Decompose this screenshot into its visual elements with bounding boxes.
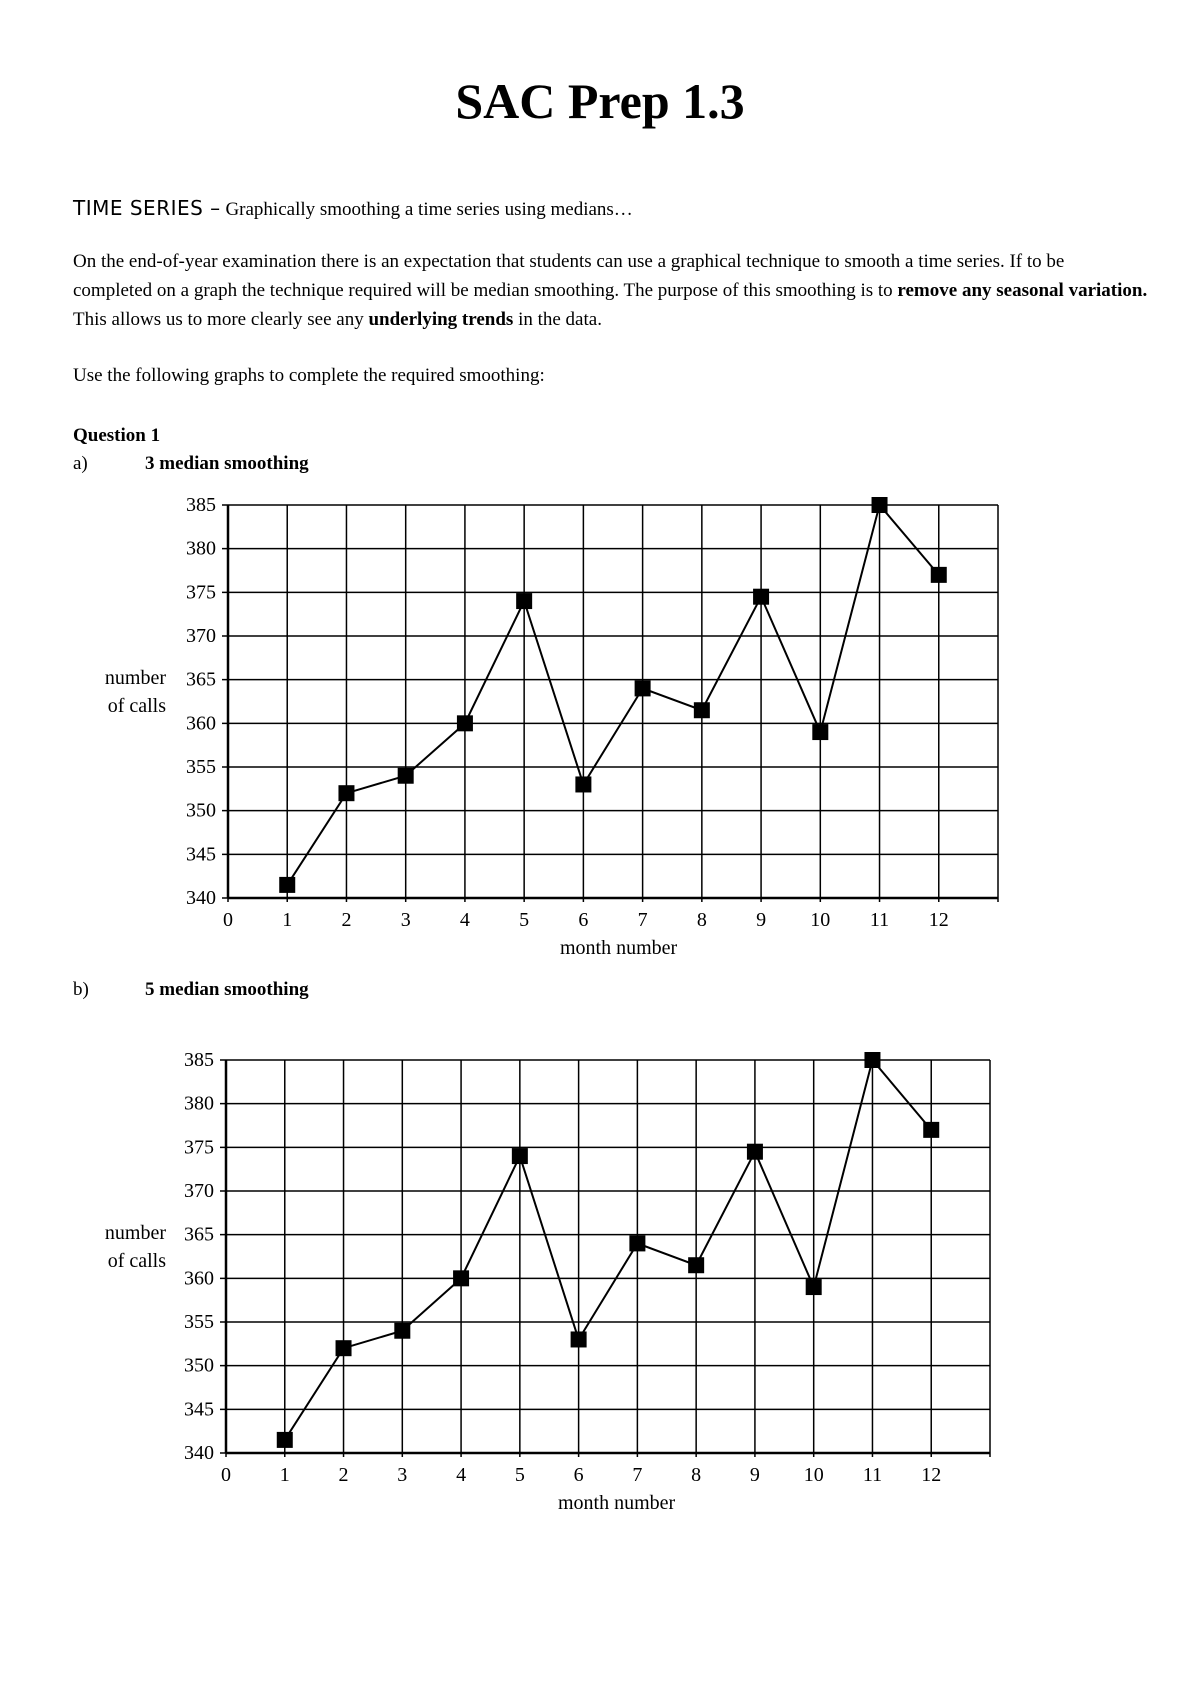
y-tick-label: 375 <box>184 1136 214 1159</box>
x-tick-label: 11 <box>862 1464 883 1486</box>
intro-bold-1: remove any seasonal variation. <box>897 280 1148 301</box>
data-point <box>279 877 295 893</box>
x-tick-label: 10 <box>810 909 831 931</box>
data-point <box>338 785 354 801</box>
chart-5-median <box>0 1035 1200 1515</box>
data-point <box>864 1052 880 1068</box>
data-point <box>571 1331 587 1347</box>
part-title: 3 median smoothing <box>145 453 309 474</box>
x-tick-label: 7 <box>637 909 648 931</box>
y-axis-label: of calls <box>107 694 166 717</box>
x-tick-label: 6 <box>578 909 589 931</box>
y-tick-label: 380 <box>184 1092 214 1115</box>
x-tick-label: 11 <box>869 909 890 931</box>
x-tick-label: 6 <box>573 1464 584 1486</box>
y-tick-label: 360 <box>186 712 216 735</box>
intro-text-1: On the end-of-year examination there is an expectation that students can use a graphical technique to smooth a time series. If to be completed on a graph the technique required will be median smoothing. The purpose of this smoothing is to <box>73 251 1065 301</box>
y-tick-label: 370 <box>184 1180 214 1202</box>
y-tick-label: 380 <box>186 537 216 560</box>
y-tick-label: 385 <box>184 1049 214 1071</box>
data-point <box>812 724 828 740</box>
y-tick-label: 355 <box>184 1311 214 1333</box>
data-point <box>394 1323 410 1339</box>
data-point <box>398 768 414 784</box>
x-tick-label: 5 <box>519 909 530 931</box>
part-b-heading <box>73 979 309 1001</box>
section-subheading <box>73 196 633 221</box>
y-axis-label: of calls <box>107 1249 166 1272</box>
y-tick-label: 350 <box>186 799 216 822</box>
data-point <box>747 1144 763 1160</box>
data-point <box>453 1270 469 1286</box>
x-tick-label: 7 <box>632 1464 643 1486</box>
x-tick-label: 3 <box>397 1464 408 1486</box>
series-line <box>285 1060 931 1440</box>
subheading-text: Graphically smoothing a time series using medians… <box>225 199 633 220</box>
y-axis-label: number <box>104 1222 166 1245</box>
y-tick-label: 340 <box>186 887 216 909</box>
data-point <box>753 589 769 605</box>
x-tick-label: 1 <box>282 909 293 931</box>
part-title: 5 median smoothing <box>145 979 309 1000</box>
x-tick-label: 4 <box>456 1464 467 1486</box>
data-point <box>575 776 591 792</box>
x-tick-label: 10 <box>803 1464 824 1486</box>
data-point <box>336 1340 352 1356</box>
x-tick-label: 2 <box>341 909 352 931</box>
series-line <box>287 505 939 885</box>
y-tick-label: 385 <box>186 494 216 516</box>
y-axis-label: number <box>104 667 166 690</box>
data-point <box>872 497 888 513</box>
y-tick-label: 350 <box>184 1354 214 1377</box>
data-point <box>516 593 532 609</box>
x-tick-label: 12 <box>928 909 949 931</box>
x-tick-label: 0 <box>221 1464 231 1486</box>
part-a-heading <box>73 453 309 475</box>
x-tick-label: 9 <box>749 1464 760 1486</box>
question-heading: Question 1 <box>73 425 161 446</box>
data-point <box>931 567 947 583</box>
intro-text-3: in the data. <box>518 309 602 330</box>
intro-bold-2: underlying trends <box>368 309 514 330</box>
y-tick-label: 355 <box>186 756 216 778</box>
data-point <box>635 680 651 696</box>
page-title: SAC Prep 1.3 <box>455 73 745 129</box>
data-point <box>806 1279 822 1295</box>
x-tick-label: 4 <box>459 909 470 931</box>
data-point <box>457 715 473 731</box>
x-tick-label: 8 <box>691 1464 702 1486</box>
y-tick-label: 345 <box>184 1398 214 1421</box>
x-tick-label: 8 <box>696 909 707 931</box>
y-tick-label: 365 <box>184 1223 214 1246</box>
chart-3-median <box>0 480 1200 960</box>
x-tick-label: 9 <box>756 909 767 931</box>
y-tick-label: 375 <box>186 581 216 604</box>
data-point <box>629 1235 645 1251</box>
instruction-text: Use the following graphs to complete the required smoothing: <box>73 365 545 386</box>
data-point <box>512 1148 528 1164</box>
x-tick-label: 2 <box>338 1464 349 1486</box>
x-tick-label: 3 <box>400 909 411 931</box>
y-tick-label: 340 <box>184 1442 214 1464</box>
x-tick-label: 0 <box>223 909 233 931</box>
data-point <box>923 1122 939 1138</box>
subheading-label: TIME SERIES – <box>73 196 221 220</box>
x-tick-label: 5 <box>514 1464 525 1486</box>
x-tick-label: 12 <box>921 1464 942 1486</box>
data-point <box>688 1257 704 1273</box>
data-point <box>694 702 710 718</box>
y-tick-label: 345 <box>186 843 216 866</box>
y-tick-label: 360 <box>184 1267 214 1290</box>
x-tick-label: 1 <box>279 1464 290 1486</box>
intro-text-2: This allows us to more clearly see any <box>73 309 364 330</box>
x-axis-label: month number <box>558 1492 676 1514</box>
y-tick-label: 370 <box>186 625 216 647</box>
y-tick-label: 365 <box>186 668 216 691</box>
intro-paragraph <box>73 247 1148 334</box>
x-axis-label: month number <box>560 937 678 959</box>
part-letter: b) <box>73 979 89 1000</box>
part-letter: a) <box>73 453 88 474</box>
data-point <box>277 1432 293 1448</box>
